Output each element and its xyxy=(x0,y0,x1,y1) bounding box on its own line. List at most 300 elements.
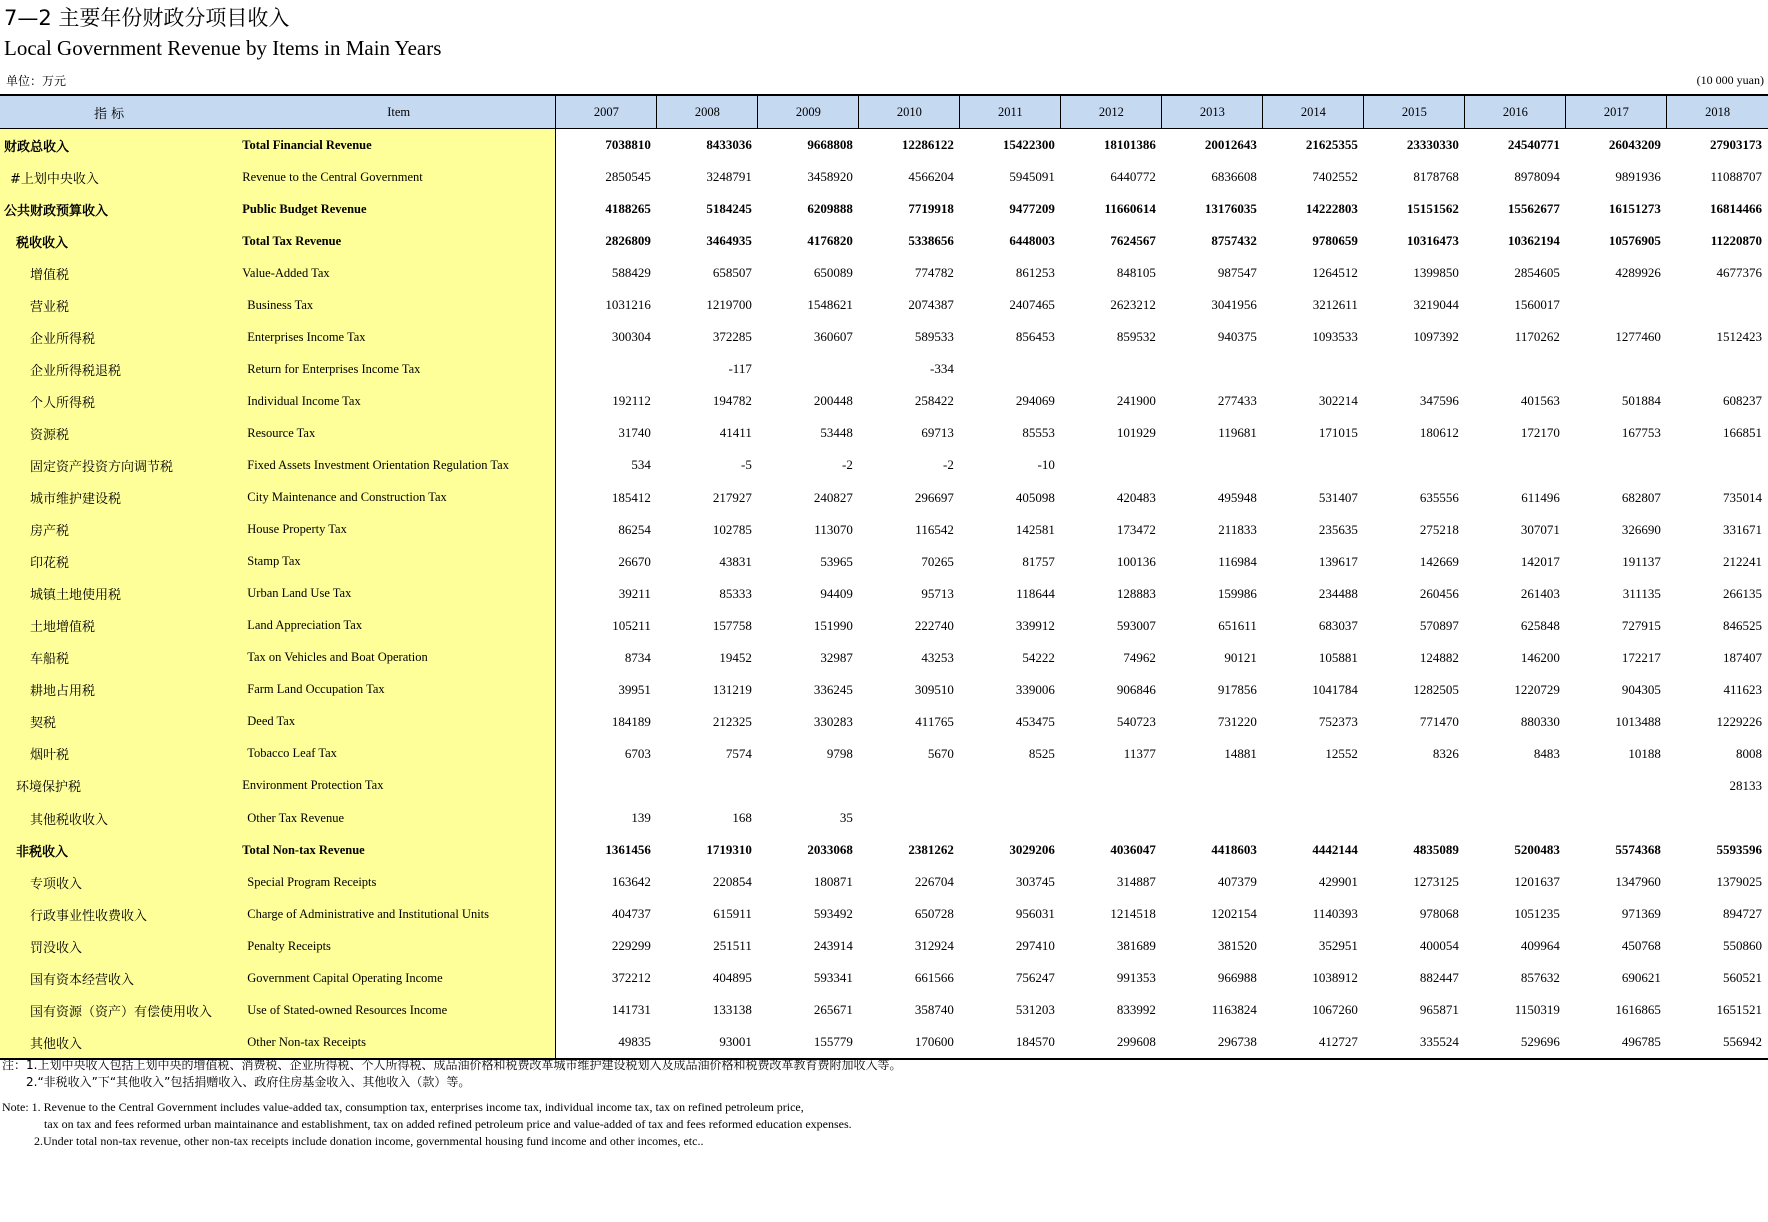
row-label-en: Stamp Tax xyxy=(232,546,556,578)
note-en-1: Note: 1. Revenue to the Central Government includes value-added tax, consumption tax, enterprises income tax, individual income tax, tax on refined petroleum price, xyxy=(2,1100,804,1114)
value-cell-2011: 861253 xyxy=(1015,265,1055,281)
value-cell-2008: 3464935 xyxy=(706,233,752,249)
table-row xyxy=(0,161,1768,193)
value-cell-2014: 683037 xyxy=(1318,617,1358,633)
value-cell-2008: 3248791 xyxy=(706,169,752,185)
value-cell-2018: 28133 xyxy=(1729,777,1762,793)
value-cell-2007: 8734 xyxy=(624,649,651,665)
value-cell-2018: 608237 xyxy=(1723,393,1762,409)
row-label-cn: 城市维护建设税 xyxy=(0,482,232,514)
value-cell-2010: -334 xyxy=(929,361,954,377)
value-cell-2016 xyxy=(1465,353,1566,385)
value-cell-2016: 307071 xyxy=(1520,521,1560,537)
value-cell-2011: 184570 xyxy=(960,1026,1061,1059)
value-cell-2008: 102785 xyxy=(712,521,752,537)
value-cell-2010: 70265 xyxy=(921,553,954,569)
value-cell-2013 xyxy=(1162,353,1263,385)
table-header-row xyxy=(0,95,1768,129)
revenue-table xyxy=(0,94,1768,1060)
value-cell-2010: 43253 xyxy=(921,649,954,665)
value-cell-2009: 35 xyxy=(839,810,853,825)
value-cell-2007: 86254 xyxy=(618,521,651,537)
value-cell-2018 xyxy=(1667,289,1768,321)
value-cell-2017 xyxy=(1566,353,1667,385)
value-cell-2015 xyxy=(1364,802,1465,834)
row-label-cn: 营业税 xyxy=(0,289,232,321)
value-cell-2018: 1379025 xyxy=(1716,874,1762,890)
value-cell-2012: 101929 xyxy=(1116,425,1156,441)
value-cell-2007: 141731 xyxy=(611,1002,651,1018)
value-cell-2007 xyxy=(556,353,657,385)
value-cell-2017: 501884 xyxy=(1621,393,1661,409)
value-cell-2015: 4835089 xyxy=(1413,842,1459,858)
row-label-en: Environment Protection Tax xyxy=(232,770,556,802)
table-row xyxy=(0,514,1768,546)
value-cell-2016 xyxy=(1465,449,1566,481)
value-cell-2007 xyxy=(556,770,657,802)
value-cell-2014: 139617 xyxy=(1318,553,1358,569)
row-label-en: Urban Land Use Tax xyxy=(232,578,556,610)
row-label-cn: 车船税 xyxy=(0,642,232,674)
row-label-en: City Maintenance and Construction Tax xyxy=(232,482,556,514)
row-label-cn: 非税收入 xyxy=(0,834,232,866)
value-cell-2017: 1347960 xyxy=(1615,874,1661,890)
row-label-cn: 企业所得税 xyxy=(0,321,232,353)
value-cell-2016: 172170 xyxy=(1520,425,1560,441)
header-year-2012: 2012 xyxy=(1061,95,1162,129)
value-cell-2011: 339006 xyxy=(1015,681,1055,697)
value-cell-2011: 297410 xyxy=(1015,938,1055,954)
value-cell-2009 xyxy=(758,770,859,802)
table-row xyxy=(0,898,1768,930)
value-cell-2014: 4442144 xyxy=(1312,842,1358,858)
value-cell-2007: 534 xyxy=(631,457,651,473)
value-cell-2011: 856453 xyxy=(1015,329,1055,345)
value-cell-2018 xyxy=(1667,449,1768,481)
value-cell-2016: 142017 xyxy=(1520,553,1560,569)
row-label-en: Other Non-tax Receipts xyxy=(232,1026,556,1059)
value-cell-2014 xyxy=(1263,802,1364,834)
row-label-cn: 城镇土地使用税 xyxy=(0,578,232,610)
value-cell-2014: 752373 xyxy=(1318,713,1358,729)
value-cell-2010: 309510 xyxy=(914,681,954,697)
value-cell-2016: 2854605 xyxy=(1514,265,1560,281)
value-cell-2010: 170600 xyxy=(859,1026,960,1059)
table-row xyxy=(0,385,1768,417)
value-cell-2008: 85333 xyxy=(719,585,752,601)
value-cell-2016: 529696 xyxy=(1465,1026,1566,1059)
value-cell-2016: 857632 xyxy=(1520,970,1560,986)
value-cell-2013: 14881 xyxy=(1224,745,1257,761)
table-row xyxy=(0,770,1768,802)
value-cell-2018: 550860 xyxy=(1723,938,1762,954)
header-year-2015: 2015 xyxy=(1364,95,1465,129)
header-year-2010: 2010 xyxy=(859,95,960,129)
value-cell-2009: 32987 xyxy=(820,649,853,665)
value-cell-2009: 53965 xyxy=(820,553,853,569)
value-cell-2010: 589533 xyxy=(914,329,954,345)
value-cell-2016: 625848 xyxy=(1520,617,1560,633)
value-cell-2012: 74962 xyxy=(1123,649,1156,665)
value-cell-2017: 682807 xyxy=(1621,489,1661,505)
value-cell-2009: 243914 xyxy=(813,938,853,954)
row-label-cn: 国有资本经营收入 xyxy=(0,962,232,994)
value-cell-2017 xyxy=(1566,802,1667,834)
value-cell-2009: 593492 xyxy=(813,906,853,922)
table-row xyxy=(0,1026,1768,1059)
row-label-cn: 耕地占用税 xyxy=(0,674,232,706)
value-cell-2007: 2850545 xyxy=(605,169,651,185)
value-cell-2015: 275218 xyxy=(1419,521,1459,537)
value-cell-2014: 21625355 xyxy=(1305,137,1358,153)
value-cell-2011: 756247 xyxy=(1015,970,1055,986)
row-label-cn: 其他收入 xyxy=(0,1026,232,1059)
value-cell-2014: 171015 xyxy=(1318,425,1358,441)
value-cell-2009 xyxy=(758,353,859,385)
value-cell-2016: 1051235 xyxy=(1514,906,1560,922)
value-cell-2011 xyxy=(960,802,1061,834)
table-row xyxy=(0,962,1768,994)
value-cell-2009: 360607 xyxy=(813,329,853,345)
value-cell-2017: 727915 xyxy=(1621,617,1661,633)
value-cell-2018: 1651521 xyxy=(1716,1002,1762,1018)
row-label-cn: 烟叶税 xyxy=(0,738,232,770)
value-cell-2016: 1150319 xyxy=(1514,1002,1560,1018)
table-row xyxy=(0,353,1768,385)
value-cell-2010: 4566204 xyxy=(908,169,954,185)
value-cell-2010: 226704 xyxy=(914,874,954,890)
value-cell-2008: 220854 xyxy=(712,874,752,890)
row-label-en: Total Non-tax Revenue xyxy=(232,834,556,866)
value-cell-2018: 166851 xyxy=(1723,425,1762,441)
table-row xyxy=(0,802,1768,834)
value-cell-2007: 404737 xyxy=(611,906,651,922)
value-cell-2016: 261403 xyxy=(1520,585,1560,601)
value-cell-2017: 10188 xyxy=(1628,745,1661,761)
value-cell-2017: 26043209 xyxy=(1608,137,1661,153)
value-cell-2011: 85553 xyxy=(1022,425,1055,441)
value-cell-2014: 1264512 xyxy=(1312,265,1358,281)
note-cn-2: 2.“非税收入”下“其他收入”包括捐赠收入、政府住房基金收入、其他收入（款）等。 xyxy=(26,1075,471,1089)
value-cell-2016: 409964 xyxy=(1520,938,1560,954)
value-cell-2014: 7402552 xyxy=(1312,169,1358,185)
row-label-en: Public Budget Revenue xyxy=(232,193,556,225)
value-cell-2009: 240827 xyxy=(813,489,853,505)
value-cell-2008: 19452 xyxy=(719,649,752,665)
value-cell-2013: 495948 xyxy=(1217,489,1257,505)
value-cell-2015: 260456 xyxy=(1419,585,1459,601)
value-cell-2009: -2 xyxy=(841,457,853,473)
table-row xyxy=(0,482,1768,514)
value-cell-2017: 311135 xyxy=(1622,585,1661,601)
value-cell-2014 xyxy=(1263,449,1364,481)
row-label-en: Use of Stated-owned Resources Income xyxy=(232,994,556,1026)
value-cell-2009: 155779 xyxy=(758,1026,859,1059)
value-cell-2013: 407379 xyxy=(1217,874,1257,890)
value-cell-2013 xyxy=(1162,449,1263,481)
value-cell-2014 xyxy=(1263,770,1364,802)
value-cell-2013: 966988 xyxy=(1217,970,1257,986)
table-row xyxy=(0,321,1768,353)
value-cell-2014: 1041784 xyxy=(1312,681,1358,697)
value-cell-2013: 1163824 xyxy=(1211,1002,1257,1018)
value-cell-2018: 331671 xyxy=(1723,521,1762,537)
value-cell-2008: -117 xyxy=(728,361,752,377)
value-cell-2012 xyxy=(1061,802,1162,834)
value-cell-2011: 15422300 xyxy=(1002,137,1055,153)
value-cell-2011: 453475 xyxy=(1015,713,1055,729)
value-cell-2009: 200448 xyxy=(813,393,853,409)
value-cell-2016: 8483 xyxy=(1533,745,1560,761)
value-cell-2012 xyxy=(1061,449,1162,481)
value-cell-2015: 978068 xyxy=(1419,906,1459,922)
table-row xyxy=(0,866,1768,898)
value-cell-2007: 139 xyxy=(631,810,651,825)
value-cell-2015: 3219044 xyxy=(1413,297,1459,313)
value-cell-2009: 94409 xyxy=(820,585,853,601)
value-cell-2018: 266135 xyxy=(1723,585,1762,601)
value-cell-2012: 859532 xyxy=(1116,329,1156,345)
value-cell-2012: 833992 xyxy=(1116,1002,1156,1018)
value-cell-2015: 8178768 xyxy=(1413,169,1459,185)
value-cell-2013: 20012643 xyxy=(1204,137,1257,153)
value-cell-2012: 241900 xyxy=(1116,393,1156,409)
row-label-cn: 房产税 xyxy=(0,514,232,546)
value-cell-2015: 8326 xyxy=(1432,745,1459,761)
row-label-cn: 土地增值税 xyxy=(0,610,232,642)
value-cell-2010: 116542 xyxy=(915,521,954,537)
value-cell-2017: 326690 xyxy=(1621,521,1661,537)
value-cell-2011: -10 xyxy=(1037,457,1055,473)
row-label-cn: 印花税 xyxy=(0,546,232,578)
value-cell-2016: 15562677 xyxy=(1507,201,1560,217)
value-cell-2008: 8433036 xyxy=(706,137,752,153)
value-cell-2013: 3041956 xyxy=(1211,297,1257,313)
value-cell-2012: 299608 xyxy=(1061,1026,1162,1059)
table-row xyxy=(0,610,1768,642)
value-cell-2011: 5945091 xyxy=(1009,169,1055,185)
page-title-chinese: 7—2 主要年份财政分项目收入 xyxy=(4,6,290,30)
value-cell-2017: 4289926 xyxy=(1615,265,1661,281)
row-label-en: Enterprises Income Tax xyxy=(232,321,556,353)
value-cell-2017: 904305 xyxy=(1621,681,1661,697)
value-cell-2010: 774782 xyxy=(914,265,954,281)
unit-label-english: (10 000 yuan) xyxy=(1696,73,1764,87)
value-cell-2009: 180871 xyxy=(813,874,853,890)
value-cell-2008: 1719310 xyxy=(706,842,752,858)
note-en-3: 2.Under total non-tax revenue, other non-tax receipts include donation income, governmental housing fund income and other incomes, etc.. xyxy=(34,1134,704,1148)
value-cell-2008: 194782 xyxy=(712,393,752,409)
value-cell-2014: 1140393 xyxy=(1312,906,1358,922)
row-label-cn: 公共财政预算收入 xyxy=(0,193,232,225)
value-cell-2016 xyxy=(1465,802,1566,834)
value-cell-2012: 906846 xyxy=(1116,681,1156,697)
value-cell-2018: 560521 xyxy=(1723,970,1762,986)
value-cell-2009: 2033068 xyxy=(807,842,853,858)
value-cell-2014: 1067260 xyxy=(1312,1002,1358,1018)
value-cell-2014: 1038912 xyxy=(1312,970,1358,986)
value-cell-2014: 352951 xyxy=(1318,938,1358,954)
value-cell-2018: 735014 xyxy=(1723,489,1762,505)
value-cell-2014: 3212611 xyxy=(1312,297,1358,313)
row-label-en: Government Capital Operating Income xyxy=(232,962,556,994)
value-cell-2007: 588429 xyxy=(611,265,651,281)
header-indicator: 指 标 xyxy=(0,95,232,129)
value-cell-2011: 405098 xyxy=(1015,489,1055,505)
value-cell-2017: 1616865 xyxy=(1615,1002,1661,1018)
value-cell-2008: 5184245 xyxy=(706,201,752,217)
value-cell-2007: 49835 xyxy=(556,1026,657,1059)
value-cell-2014 xyxy=(1263,353,1364,385)
value-cell-2015: 400054 xyxy=(1419,938,1459,954)
value-cell-2017: 191137 xyxy=(1622,553,1661,569)
value-cell-2016: 146200 xyxy=(1520,649,1560,665)
value-cell-2018: 8008 xyxy=(1736,745,1762,761)
value-cell-2010: 358740 xyxy=(914,1002,954,1018)
value-cell-2013: 296738 xyxy=(1162,1026,1263,1059)
value-cell-2008: 41411 xyxy=(719,425,752,441)
value-cell-2013: 940375 xyxy=(1217,329,1257,345)
row-label-en: Return for Enterprises Income Tax xyxy=(232,353,556,385)
value-cell-2014: 12552 xyxy=(1325,745,1358,761)
table-row xyxy=(0,193,1768,225)
value-cell-2013: 159986 xyxy=(1217,585,1257,601)
value-cell-2015 xyxy=(1364,770,1465,802)
value-cell-2010: 12286122 xyxy=(901,137,954,153)
row-label-en: Business Tax xyxy=(232,289,556,321)
row-label-cn: 企业所得税退税 xyxy=(0,353,232,385)
value-cell-2012: 2623212 xyxy=(1110,297,1156,313)
value-cell-2015: 15151562 xyxy=(1406,201,1459,217)
value-cell-2018: 27903173 xyxy=(1710,137,1762,153)
value-cell-2012: 848105 xyxy=(1116,265,1156,281)
value-cell-2008: 1219700 xyxy=(706,297,752,313)
row-label-en: House Property Tax xyxy=(232,514,556,546)
value-cell-2011: 142581 xyxy=(1015,521,1055,537)
value-cell-2018: 16814466 xyxy=(1710,201,1762,217)
value-cell-2007: 300304 xyxy=(611,329,651,345)
value-cell-2016: 611496 xyxy=(1521,489,1560,505)
row-label-cn: 其他税收收入 xyxy=(0,802,232,834)
row-label-cn: 罚没收入 xyxy=(0,930,232,962)
value-cell-2011: 6448003 xyxy=(1009,233,1055,249)
value-cell-2016: 10362194 xyxy=(1507,233,1560,249)
header-year-2017: 2017 xyxy=(1566,95,1667,129)
value-cell-2015: 965871 xyxy=(1419,1002,1459,1018)
value-cell-2015: 180612 xyxy=(1419,425,1459,441)
value-cell-2013: 6836608 xyxy=(1211,169,1257,185)
value-cell-2010: 2381262 xyxy=(908,842,954,858)
value-cell-2011: 303745 xyxy=(1015,874,1055,890)
value-cell-2007: 184189 xyxy=(611,713,651,729)
value-cell-2015: 142669 xyxy=(1419,553,1459,569)
value-cell-2011: 2407465 xyxy=(1009,297,1055,313)
value-cell-2012: 6440772 xyxy=(1110,169,1156,185)
value-cell-2015: 1399850 xyxy=(1413,265,1459,281)
value-cell-2008: -5 xyxy=(740,457,752,473)
value-cell-2008: 251511 xyxy=(713,938,752,954)
value-cell-2014: 412727 xyxy=(1263,1026,1364,1059)
value-cell-2015: 771470 xyxy=(1419,713,1459,729)
table-row xyxy=(0,834,1768,866)
value-cell-2012: 1214518 xyxy=(1110,906,1156,922)
value-cell-2011 xyxy=(960,353,1061,385)
row-label-cn: 固定资产投资方向调节税 xyxy=(0,449,232,481)
table-row xyxy=(0,706,1768,738)
value-cell-2009: 113070 xyxy=(814,521,853,537)
value-cell-2013: 8757432 xyxy=(1211,233,1257,249)
value-cell-2016: 8978094 xyxy=(1514,169,1560,185)
header-year-2014: 2014 xyxy=(1263,95,1364,129)
table-body xyxy=(0,129,1768,1060)
row-label-en: Total Financial Revenue xyxy=(232,129,556,162)
value-cell-2015: 635556 xyxy=(1419,489,1459,505)
value-cell-2014: 105881 xyxy=(1318,649,1358,665)
value-cell-2017 xyxy=(1566,289,1667,321)
row-label-cn: 增值税 xyxy=(0,257,232,289)
row-label-en: Individual Income Tax xyxy=(232,385,556,417)
value-cell-2009: 3458920 xyxy=(807,169,853,185)
value-cell-2017: 16151273 xyxy=(1608,201,1661,217)
value-cell-2018: 1229226 xyxy=(1716,713,1762,729)
value-cell-2011: 3029206 xyxy=(1009,842,1055,858)
row-label-cn: 国有资源（资产）有偿使用收入 xyxy=(0,994,232,1026)
value-cell-2016: 1201637 xyxy=(1514,874,1560,890)
value-cell-2018: 894727 xyxy=(1723,906,1762,922)
row-label-en: Tobacco Leaf Tax xyxy=(232,738,556,770)
value-cell-2013: 1202154 xyxy=(1211,906,1257,922)
table-row xyxy=(0,930,1768,962)
value-cell-2013: 651611 xyxy=(1218,617,1257,633)
value-cell-2017: 10576905 xyxy=(1608,233,1661,249)
row-label-en: Special Program Receipts xyxy=(232,866,556,898)
value-cell-2017: 690621 xyxy=(1621,970,1661,986)
value-cell-2015 xyxy=(1364,449,1465,481)
value-cell-2008: 212325 xyxy=(712,713,752,729)
header-year-2011: 2011 xyxy=(960,95,1061,129)
value-cell-2011 xyxy=(960,770,1061,802)
table-row xyxy=(0,417,1768,449)
value-cell-2009: 1548621 xyxy=(807,297,853,313)
value-cell-2017: 1013488 xyxy=(1615,713,1661,729)
value-cell-2012 xyxy=(1061,353,1162,385)
value-cell-2015: 124882 xyxy=(1419,649,1459,665)
value-cell-2016: 5200483 xyxy=(1514,842,1560,858)
value-cell-2008: 658507 xyxy=(712,265,752,281)
unit-label-chinese: 单位：万元 xyxy=(6,74,67,88)
value-cell-2012: 11660614 xyxy=(1104,201,1156,217)
value-cell-2009: 53448 xyxy=(820,425,853,441)
value-cell-2018: 1512423 xyxy=(1716,329,1762,345)
value-cell-2015: 335524 xyxy=(1364,1026,1465,1059)
row-label-en: Penalty Receipts xyxy=(232,930,556,962)
value-cell-2018: 11088707 xyxy=(1710,169,1762,185)
value-cell-2007: 7038810 xyxy=(605,137,651,153)
value-cell-2007: 26670 xyxy=(618,553,651,569)
note-cn-1: 注：1.上划中央收入包括上划中央的增值税、消费税、企业所得税、个人所得税、成品油价格和税费改革城市维护建设税划入及成品油价格和税费改革教育费附加收入等。 xyxy=(2,1058,902,1072)
value-cell-2007: 31740 xyxy=(618,425,651,441)
row-label-cn: 财政总收入 xyxy=(0,129,232,162)
value-cell-2010: 222740 xyxy=(914,617,954,633)
value-cell-2017 xyxy=(1566,449,1667,481)
header-year-2008: 2008 xyxy=(657,95,758,129)
value-cell-2008: 157758 xyxy=(712,617,752,633)
value-cell-2009: 9798 xyxy=(826,745,853,761)
header-year-2007: 2007 xyxy=(556,95,657,129)
footnotes xyxy=(2,1057,901,1150)
value-cell-2009: 336245 xyxy=(813,681,853,697)
value-cell-2013: 4418603 xyxy=(1211,842,1257,858)
